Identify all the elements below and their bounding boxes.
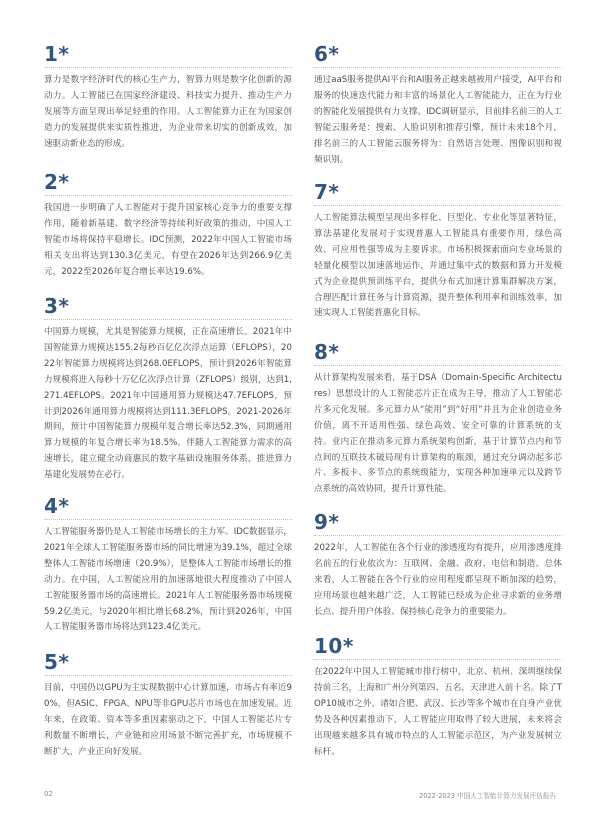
finding-text: 我国进一步明确了人工智能对于提升国家核心竞争力的重要支撑作用，随着新基建、数字经济等持续利好政策的推动，中国人工智能市场将保持平稳增长。IDC预测，2022年中国人工智能市场相关支出将达到130.3亿美元，有望在2026年达到266.9亿美元，2022至2026年复合增长率达19.6%。 bbox=[44, 203, 292, 277]
finding-text: 中国算力规模，尤其是智能算力规模，正在高速增长。2021年中国智能算力规模达155.2每秒百亿亿次浮点运算（EFLOPS），2022年智能算力规模将达到268.0EFLOPS，预计到2026年智能算力规模将进入每秒十万亿亿次浮点计算（ZFLOPS）级别，达到1,271.4EFLOPS。2021年中国通用算力规模达47.7EFLOPS，预计到2026年通用算力规模将达到111.3EFLOPS。2021-2026年期间，预计中国智能算力规模年复合增长率达52.3%，同期通用算力规模的年复合增长率为18.5%。伴随人工智能算力需求的高速增长，建立健全动商惠民的数字基础设施服务体系，推进算力基建化发展势在必行。 bbox=[44, 327, 292, 481]
finding-8 bbox=[314, 342, 562, 498]
finding-text: 人工智能服务器仍是人工智能市场增长的主力军。IDC数据显示，2021年全球人工智能服务器市场的同比增速为39.1%，超过全球整体人工智能市场增速（20.9%），是整体人工智能市场增长的推动力。在中国，人工智能应用的加速落地很大程度推动了中国人工智能服务器市场的高速增长。2021年人工智能服务器市场规模59.2亿美元，与2020年相比增长68.2%，预计到2026年，中国人工智能服务器市场将达到123.4亿美元。 bbox=[44, 527, 292, 633]
finding-10 bbox=[314, 636, 562, 760]
divider bbox=[314, 535, 562, 536]
finding-6 bbox=[314, 44, 562, 168]
divider bbox=[314, 365, 562, 366]
finding-7 bbox=[314, 182, 562, 322]
divider bbox=[314, 659, 562, 660]
finding-4 bbox=[44, 496, 292, 636]
finding-text: 在2022年中国人工智能城市排行榜中，北京、杭州、深圳继续保持前三名，上海和广州分列第四、五名，天津进入前十名。除了TOP10城市之外，诸如合肥、武汉、长沙等多个城市在自身产业优势及各种因素推动下，人工智能应用取得了较大进展，未来将会出现越来越多具有城市特点的人工智能示范区，为产业发展树立标杆。 bbox=[314, 667, 562, 757]
finding-9 bbox=[314, 512, 562, 621]
finding-3 bbox=[44, 296, 292, 484]
finding-number: 8* bbox=[314, 340, 340, 364]
finding-1 bbox=[44, 44, 292, 153]
finding-5 bbox=[44, 652, 292, 761]
divider bbox=[44, 195, 292, 196]
finding-number: 2* bbox=[44, 170, 70, 194]
finding-text: 2022年，人工智能在各个行业的渗透度均有提升，应用渗透度排名前五的行业依次为：互联网、金融、政府、电信和制造。总体来看，人工智能在各个行业的应用程度都呈现不断加深的趋势，应用场景也越来越广泛，人工智能已经成为企业寻求新的业务增长点、提升用户体验、保持核心竞争力的重要能力。 bbox=[314, 543, 562, 617]
finding-text: 从计算架构发展来看，基于DSA（Domain-Specific Architectures）思想设计的人工智能芯片正在成为主导，推动了人工智能芯片多元化发展。多元算力从“能用”到“好用”并且为企业创造业务价值，离不开适用性强、绿色高效、安全可靠的计算系统的支持。业内正在推动多元算力系统架构创新，基于计算节点内和节点间的互联技术破局现有计算架构的瓶颈，通过充分调动起多芯片、多板卡、多节点的系统级能力，实现各种加速单元以及跨节点系统的高效协同，提升计算性能。 bbox=[314, 373, 562, 495]
page-number: 02 bbox=[44, 790, 53, 798]
finding-text: 目前，中国仍以GPU为主实现数据中心计算加速，市场占有率近90%，但ASIC、FPGA、NPU等非GPU芯片市场也在加速发展。近年来，在政策、资本等多重因素驱动之下，中国人工智能芯片专利数量不断增长，产业链和应用场景不断完善扩充，市场规模不断扩大，产业正向好发展。 bbox=[44, 683, 292, 757]
finding-number: 7* bbox=[314, 180, 340, 204]
divider bbox=[44, 67, 292, 68]
divider bbox=[44, 675, 292, 676]
finding-number: 10* bbox=[314, 634, 354, 658]
finding-text: 算力是数字经济时代的核心生产力，智算力则是数字化创新的源动力。人工智能已在国家经济建设、科技实力提升、推动生产力发展等方面呈现出举足轻重的作用。人工智能算力正在为国家创造力的发展提供来实质性推进，为企业带来切实的创新成效，加速驱动新业态的形成。 bbox=[44, 75, 292, 149]
finding-2 bbox=[44, 172, 292, 281]
divider bbox=[44, 519, 292, 520]
finding-number: 5* bbox=[44, 650, 70, 674]
finding-number: 1* bbox=[44, 42, 70, 66]
finding-text: 人工智能算法模型呈现出多样化、巨型化、专业化等显著特征，算法基建化发展对于实现普惠人工智能具有重要作用，绿色高效、可应用性强等成为主要诉求。市场积极探索面向专业场景的轻量化模型以加速落地运作，并通过集中式的数据和算力开发模式为企业提供预训练平台，提供分布式加速计算集群解决方案，合理匹配计算任务与计算资源，提升整体利用率和训练效率，加速实现人工智能普惠化目标。 bbox=[314, 213, 562, 319]
finding-text: 通过aaS服务提供AI平台和AI服务正越来越被用户接受，AI平台和服务的快速迭代能力和丰富的场景化人工智能能力，正在为行业的智能化发展提供有力支撑。IDC调研显示，目前排名前三的人工智能云服务是：搜索、人脸识别和推荐引擎，预计未来18个月，排名前三的人工智能云服务将为：自然语言处理、图像识别和视频识别。 bbox=[314, 75, 562, 165]
divider bbox=[44, 319, 292, 320]
finding-number: 3* bbox=[44, 294, 70, 318]
finding-number: 4* bbox=[44, 494, 70, 518]
report-title: 2022-2023 中国人工智能计算力发展评估报告 bbox=[419, 792, 556, 800]
finding-number: 9* bbox=[314, 510, 340, 534]
finding-number: 6* bbox=[314, 42, 340, 66]
divider bbox=[314, 67, 562, 68]
divider bbox=[314, 205, 562, 206]
